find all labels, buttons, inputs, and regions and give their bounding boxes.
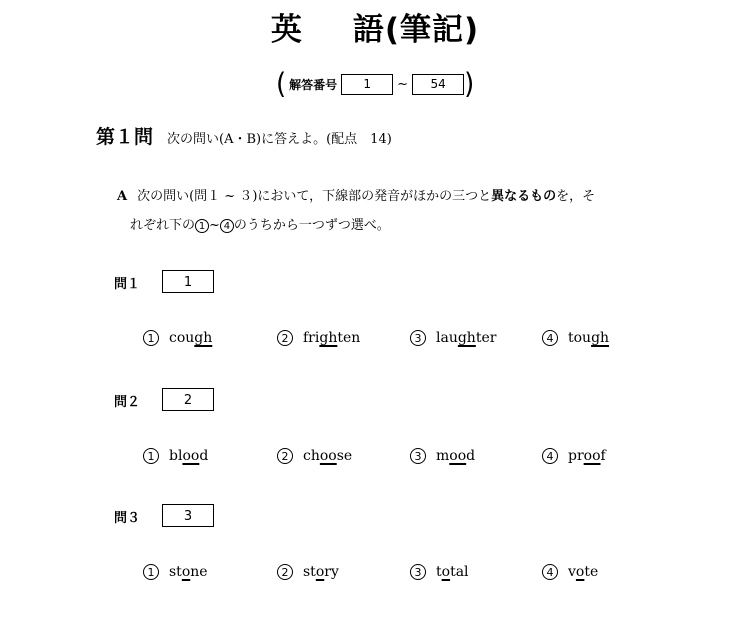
option-item[interactable]: [143, 448, 208, 464]
part-a-emphasis: 異なるもの: [491, 189, 557, 204]
word-suffix: ten: [337, 330, 361, 346]
option-item[interactable]: [410, 330, 496, 346]
circled-number-icon: 4: [542, 564, 558, 580]
problem-label: 問３: [114, 511, 141, 526]
word-suffix: ry: [324, 564, 339, 580]
option-word: [303, 330, 360, 346]
option-word: [436, 330, 496, 346]
option-word: [169, 448, 208, 464]
word-prefix: st: [303, 564, 316, 580]
circled-number-icon: 1: [195, 219, 209, 233]
word-prefix: lau: [436, 330, 458, 346]
option-item[interactable]: [143, 330, 212, 346]
option-item[interactable]: [542, 330, 609, 346]
part-a-text2: を，そ: [556, 189, 596, 204]
option-item[interactable]: [277, 564, 339, 580]
title-part1: 英: [270, 12, 303, 48]
part-a-line2: [117, 211, 677, 240]
circled-number-icon: 3: [410, 564, 426, 580]
underlined-segment: gh: [319, 330, 338, 346]
option-word: [303, 448, 352, 464]
circled-number-icon: 1: [143, 564, 159, 580]
word-prefix: m: [436, 448, 450, 464]
option-item[interactable]: [143, 564, 208, 580]
title-part2: 語(筆記): [352, 12, 480, 48]
word-suffix: tal: [450, 564, 469, 580]
underlined-segment: oo: [583, 448, 601, 464]
part-a-line2-pre: れぞれ下の: [130, 218, 196, 233]
question-heading: [96, 122, 392, 149]
circled-number-icon: 2: [277, 330, 293, 346]
underlined-segment: o: [575, 564, 585, 580]
circled-number-icon: 4: [542, 330, 558, 346]
option-word: [303, 564, 339, 580]
part-a-line1: [117, 182, 677, 211]
underlined-segment: gh: [457, 330, 476, 346]
option-item[interactable]: [277, 330, 360, 346]
word-suffix: ne: [190, 564, 208, 580]
question-label: 第１問: [96, 126, 154, 148]
underlined-segment: oo: [319, 448, 337, 464]
option-item[interactable]: [410, 448, 475, 464]
word-suffix: d: [466, 448, 476, 464]
word-prefix: bl: [169, 448, 183, 464]
circled-number-icon: 3: [410, 330, 426, 346]
answer-range-end: 54: [412, 74, 464, 95]
option-item[interactable]: [410, 564, 469, 580]
word-prefix: cou: [169, 330, 195, 346]
answer-range-start: 1: [341, 74, 393, 95]
option-word: [568, 330, 609, 346]
circled-number-icon: 4: [542, 448, 558, 464]
word-suffix: f: [600, 448, 606, 464]
answer-range-label: 解答番号: [289, 77, 338, 92]
problem-label: 問１: [114, 277, 141, 292]
part-a-text1: 次の問い(問１ ~ ３)において，下線部の発音がほかの三つと: [137, 189, 492, 204]
part-a-tilde: ~: [209, 218, 220, 233]
answer-box: 1: [162, 270, 214, 293]
option-word: [568, 448, 606, 464]
option-item[interactable]: [277, 448, 352, 464]
circled-number-icon: 3: [410, 448, 426, 464]
right-paren: ): [464, 67, 475, 101]
word-prefix: ch: [303, 448, 320, 464]
option-word: [436, 448, 475, 464]
left-paren: (: [276, 67, 287, 101]
option-item[interactable]: [542, 564, 598, 580]
word-prefix: fri: [303, 330, 320, 346]
word-prefix: st: [169, 564, 182, 580]
word-suffix: d: [199, 448, 209, 464]
problem-label: 問２: [114, 395, 141, 410]
answer-box: 3: [162, 504, 214, 527]
exam-title: [0, 8, 750, 52]
underlined-segment: gh: [194, 330, 213, 346]
underlined-segment: o: [441, 564, 451, 580]
circled-number-icon: 1: [143, 448, 159, 464]
option-word: [436, 564, 469, 580]
option-word: [568, 564, 598, 580]
answer-box: 2: [162, 388, 214, 411]
word-prefix: t: [436, 564, 442, 580]
underlined-segment: o: [315, 564, 325, 580]
circled-number-icon: 2: [277, 448, 293, 464]
underlined-segment: oo: [449, 448, 467, 464]
answer-number-range: [276, 68, 474, 100]
underlined-segment: o: [181, 564, 191, 580]
underlined-segment: gh: [591, 330, 610, 346]
word-suffix: ter: [475, 330, 497, 346]
part-a-instruction: [117, 182, 677, 240]
answer-range-sep: ~: [397, 76, 409, 92]
part-a-label: A: [117, 189, 128, 204]
circled-number-icon: 4: [220, 219, 234, 233]
word-prefix: v: [568, 564, 576, 580]
question-instruction: 次の問い(A・B)に答えよ。(配点 14): [167, 132, 392, 147]
circled-number-icon: 2: [277, 564, 293, 580]
option-word: [169, 564, 208, 580]
part-a-line2-post: のうちから一つずつ選べ。: [233, 218, 390, 233]
word-suffix: se: [336, 448, 353, 464]
underlined-segment: oo: [182, 448, 200, 464]
circled-number-icon: 1: [143, 330, 159, 346]
word-prefix: tou: [568, 330, 592, 346]
option-item[interactable]: [542, 448, 606, 464]
word-prefix: pr: [568, 448, 584, 464]
word-suffix: te: [584, 564, 599, 580]
option-word: [169, 330, 212, 346]
